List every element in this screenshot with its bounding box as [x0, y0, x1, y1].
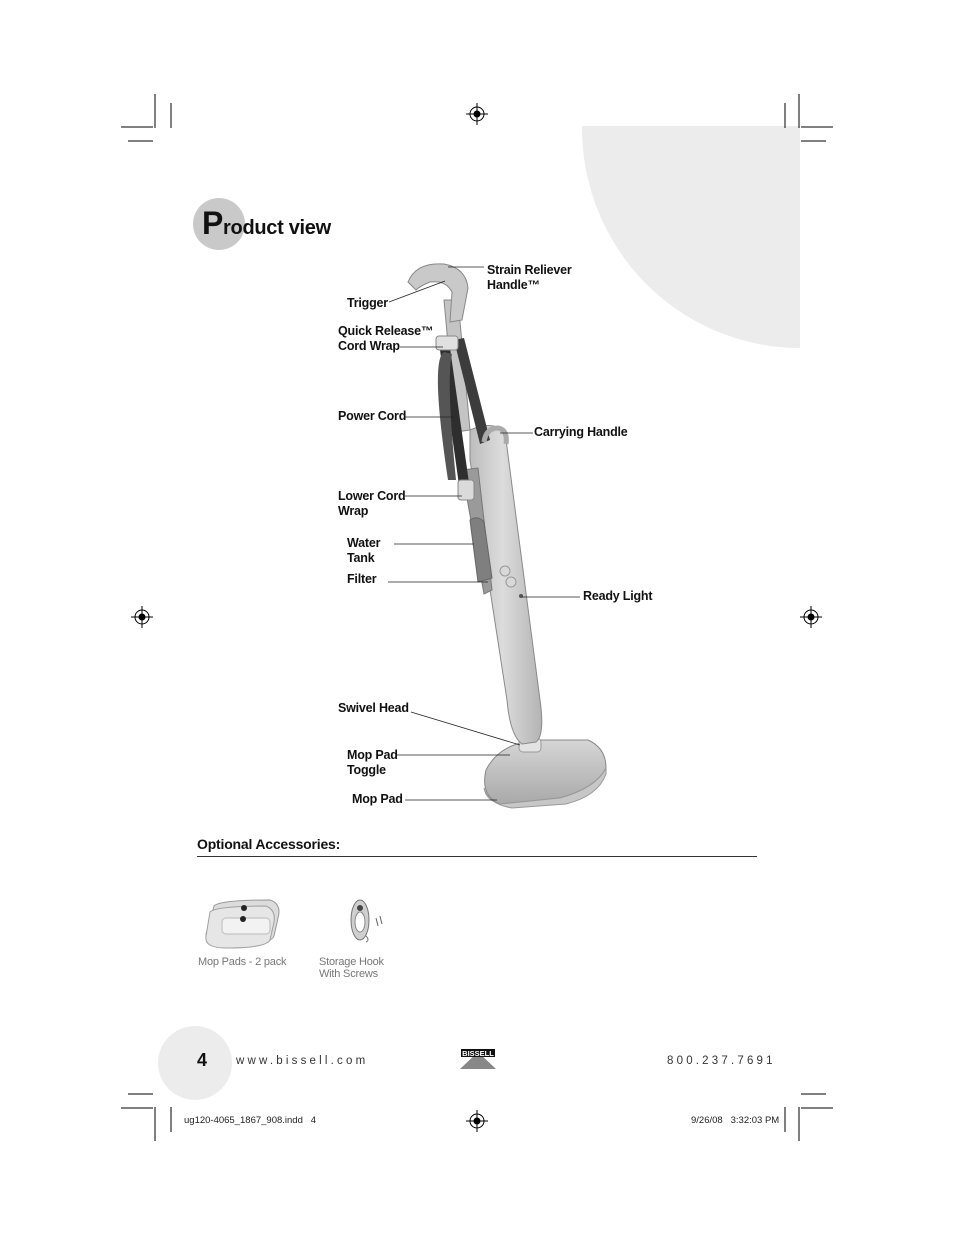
title-first-letter: P [202, 205, 224, 241]
label-carrying-handle: Carrying Handle [534, 425, 628, 439]
page-number-circle [158, 1026, 232, 1100]
accessories-heading: Optional Accessories: [197, 836, 341, 852]
label-lower-cord-wrap: Lower Cord Wrap [338, 489, 406, 518]
label-water-tank: Water Tank [347, 536, 381, 565]
storage-hook-image [351, 900, 382, 942]
label-mop-pad: Mop Pad [352, 792, 403, 806]
bissell-logo [458, 1044, 498, 1070]
label-ready-light: Ready Light [583, 589, 653, 603]
label-mop-pad-toggle: Mop Pad Toggle [347, 748, 398, 777]
label-strain-reliever-handle: Strain Reliever Handle™ [487, 263, 572, 292]
website-text: www.bissell.com [236, 1055, 369, 1067]
mop-pads-image [206, 900, 279, 948]
label-filter: Filter [347, 572, 377, 586]
svg-text:BISSELL: BISSELL [462, 1049, 494, 1058]
label-quick-release-cord-wrap: Quick Release™ Cord Wrap [338, 324, 434, 353]
page-number: 4 [197, 1050, 208, 1070]
label-power-cord: Power Cord [338, 409, 407, 423]
file-slug: ug120-4065_1867_908.indd 4 [184, 1115, 317, 1126]
label-swivel-head: Swivel Head [338, 701, 409, 715]
phone-number: 800.237.7691 [667, 1055, 776, 1067]
print-timestamp: 9/26/08 3:32:03 PM [691, 1115, 780, 1126]
label-trigger: Trigger [347, 296, 388, 310]
accessory-caption-storage-hook: Storage Hook With Screws [319, 956, 384, 980]
accessory-caption-mop-pads: Mop Pads - 2 pack [198, 956, 287, 968]
title-rest: roduct view [223, 217, 331, 239]
